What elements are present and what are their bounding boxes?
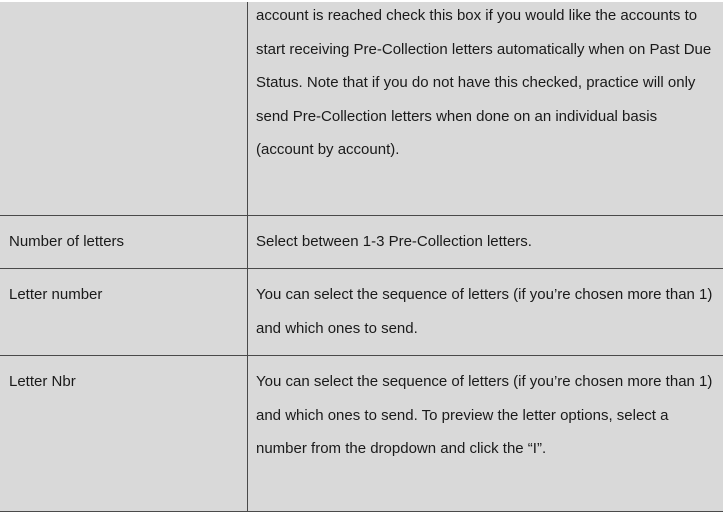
field-name: Letter Nbr	[9, 373, 76, 390]
field-description-cell	[248, 356, 723, 512]
field-description: You can select the sequence of letters (if you’re chosen more than 1) and which ones to send.	[256, 286, 713, 337]
field-description: You can select the sequence of letters (if you’re chosen more than 1) and which ones to send. To preview the letter options, select a number from the dropdown and click the “I”.	[256, 373, 713, 458]
field-description: Select between 1-3 Pre-Collection letters.	[256, 233, 532, 250]
field-name-cell	[0, 356, 248, 512]
field-name-cell	[0, 269, 248, 356]
table-row	[0, 356, 723, 512]
field-name-cell	[0, 216, 248, 269]
field-description: account is reached check this box if you would like the accounts to start receiving Pre-Collection letters automatically when on Past Due Status. Note that if you do not have this checked, practice will only send Pre-Collection letters when done on an individual basis (account by account).	[256, 7, 712, 159]
field-name: Letter number	[9, 286, 103, 303]
field-name-cell	[0, 0, 248, 216]
page-top-edge	[0, 0, 723, 2]
field-description-cell	[248, 0, 723, 216]
field-name: Number of letters	[9, 233, 125, 250]
field-description-cell	[248, 216, 723, 269]
table-row	[0, 216, 723, 269]
table-row	[0, 269, 723, 356]
field-description-cell	[248, 269, 723, 356]
table-row	[0, 0, 723, 216]
